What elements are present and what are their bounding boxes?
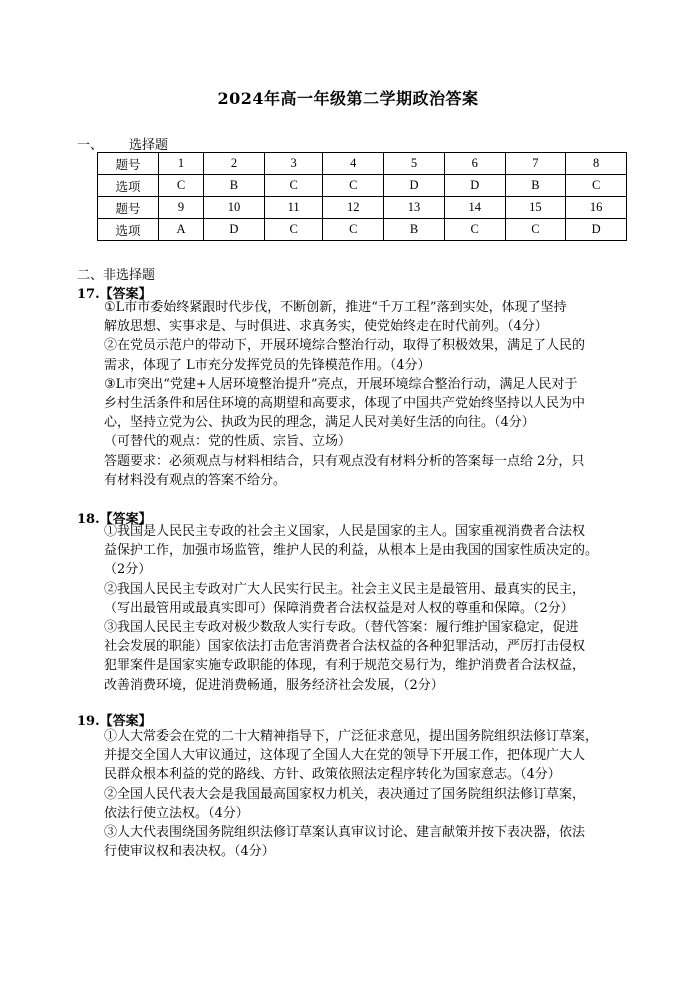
table-cell: B (204, 175, 265, 197)
table-cell: 12 (323, 197, 384, 219)
section-choice-heading (77, 134, 168, 153)
table-cell: 15 (505, 197, 566, 219)
table-cell: C (323, 175, 384, 197)
table-cell: D (444, 175, 505, 197)
q19-heading: 19.【答案】 (77, 714, 152, 729)
answer-line: ③我国人民民主专政对极少数敌人实行专政。（替代答案：履行维护国家稳定，促进 (104, 620, 579, 636)
answer-line: 民群众根本利益的党的路线、方针、政策依照法定程序转化为国家意志。（4分） (104, 767, 561, 783)
answer-line: 依法行使立法权。（4分） (104, 805, 249, 821)
answer-line: 乡村生活条件和居住环境的高期望和高要求，体现了中国共产党始终坚持以人民为中 (104, 396, 586, 412)
table-cell: 5 (384, 153, 445, 175)
q19-answer (104, 727, 624, 861)
table-cell: 6 (444, 153, 505, 175)
table-cell: 4 (323, 153, 384, 175)
answer-line: ③人大代表围绕国务院组织法修订草案认真审议讨论、建言献策并按下表决器，依法 (104, 825, 586, 841)
table-cell: D (204, 219, 265, 241)
answer-table (97, 152, 627, 241)
answer-line: 有材料没有观点的答案不给分。 (104, 472, 287, 488)
answer-line: 需求，体现了 L市充分发挥党员的先锋模范作用。（4分） (104, 357, 431, 373)
table-cell: C (505, 219, 566, 241)
answer-line: 改善消费环境，促进消费畅通，服务经济社会发展，（2分） (104, 677, 444, 693)
table-cell: D (384, 175, 445, 197)
table-row (98, 153, 627, 175)
table-cell: 8 (566, 153, 627, 175)
table-cell: 14 (444, 197, 505, 219)
table-cell: 9 (159, 197, 204, 219)
table-row-label: 选项 (98, 219, 159, 241)
table-cell: B (505, 175, 566, 197)
table-cell: 2 (204, 153, 265, 175)
table-cell: C (264, 219, 323, 241)
table-cell: 11 (264, 197, 323, 219)
answer-line: ②在党员示范户的带动下，开展环境综合整治行动，取得了积极效果，满足了人民的 (104, 338, 586, 354)
page-title: 2024年高一年级第二学期政治答案 (217, 89, 479, 108)
table-cell: 10 (204, 197, 265, 219)
answer-line: 解放思想、实事求是、与时俱进、求真务实，使党始终走在时代前列。（4分） (104, 319, 548, 335)
answer-line: （2分） (104, 562, 152, 578)
table-cell: 13 (384, 197, 445, 219)
answer-line: （写出最管用或最真实即可）保障消费者合法权益是对人权的尊重和保障。（2分） (104, 600, 574, 616)
answer-line: 益保护工作，加强市场监管，维护人民的利益，从根本上是由我国的国家性质决定的。 (104, 543, 599, 559)
table-cell: C (264, 175, 323, 197)
answer-line: 犯罪案件是国家实施专政职能的体现，有利于规范交易行为，维护消费者合法权益， (104, 658, 586, 674)
answer-line: ①人大常委会在党的二十大精神指导下，广泛征求意见，提出国务院组织法修订草案， (104, 729, 599, 744)
q17-answer (104, 298, 624, 490)
table-cell: C (566, 175, 627, 197)
table-cell: B (384, 219, 445, 241)
table-row-label: 题号 (98, 153, 159, 175)
table-row (98, 219, 627, 241)
table-cell: C (323, 219, 384, 241)
table-row (98, 197, 627, 219)
answer-line: ③L市突出“党建+人居环境整治提升”亮点，开展环境综合整治行动，满足人民对于 (104, 376, 578, 392)
answer-line: ①L市市委始终紧跟时代步伐，不断创新，推进“千万工程”落到实处，体现了坚持 (104, 300, 567, 315)
q18-answer (104, 522, 624, 695)
table-row-label: 题号 (98, 197, 159, 219)
table-cell: 3 (264, 153, 323, 175)
answer-line: ②我国人民民主专政对广大人民实行民主。社会主义民主是最管用、最真实的民主， (104, 581, 586, 597)
answer-line: ①我国是人民民主专政的社会主义国家，人民是国家的主人。国家重视消费者合法权 (104, 524, 586, 539)
table-cell: 16 (566, 197, 627, 219)
section-choice-label: 选择题 (129, 138, 169, 153)
table-row-label: 选项 (98, 175, 159, 197)
answer-line: 心，坚持立党为公、执政为民的理念，满足人民对美好生活的向往。（4分） (104, 415, 535, 431)
q18-heading: 18.【答案】 (77, 512, 152, 527)
q17-heading: 17.【答案】 (77, 287, 152, 302)
table-row (98, 175, 627, 197)
answer-line: 行使审议权和表决权。（4分） (104, 844, 275, 860)
section-nonchoice-heading: 二、非选择题 (77, 268, 156, 283)
table-cell: C (159, 175, 204, 197)
section-choice-number: 一、 (77, 138, 104, 153)
answer-line: （可替代的观点：党的性质、宗旨、立场） (104, 434, 352, 450)
answer-line: 社会发展的职能）国家依法打击危害消费者合法权益的各种犯罪活动，严厉打击侵权 (104, 639, 586, 655)
table-cell: D (566, 219, 627, 241)
table-cell: C (444, 219, 505, 241)
table-cell: A (159, 219, 204, 241)
table-cell: 7 (505, 153, 566, 175)
answer-line: 答题要求：必须观点与材料相结合，只有观点没有材料分析的答案每一点给 2分，只 (104, 453, 585, 469)
table-cell: 1 (159, 153, 204, 175)
answer-line: 并提交全国人大审议通过，这体现了全国人大在党的领导下开展工作，把体现广大人 (104, 748, 586, 764)
answer-line: ②全国人民代表大会是我国最高国家权力机关，表决通过了国务院组织法修订草案， (104, 786, 586, 802)
